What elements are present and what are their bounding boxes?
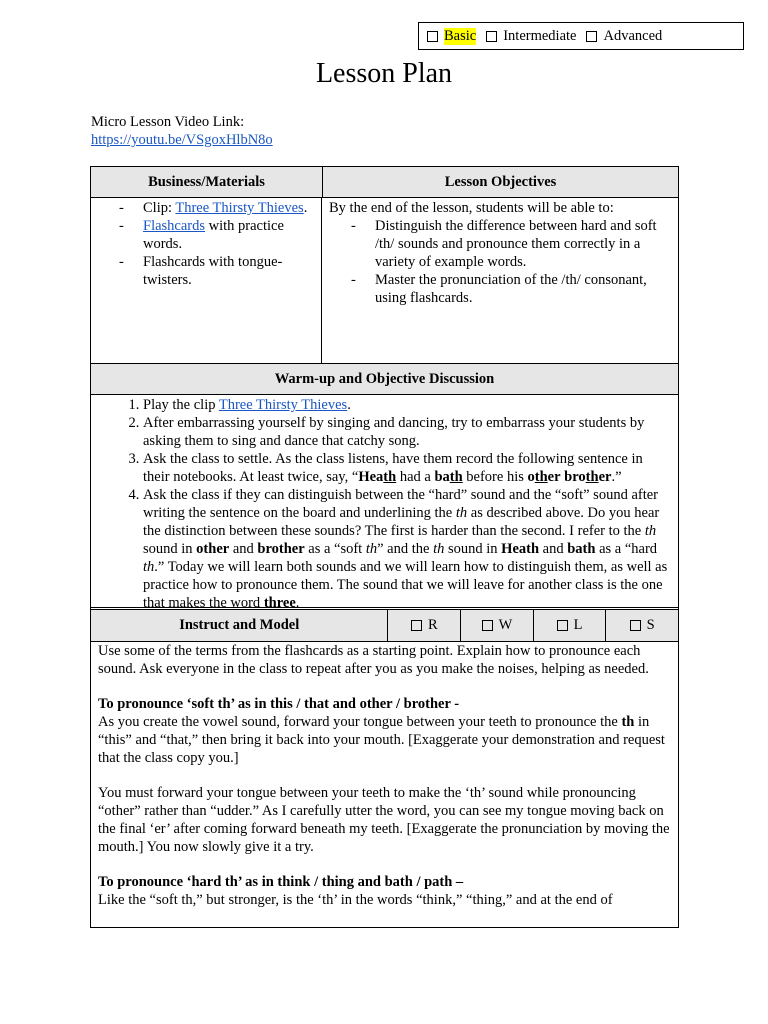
checkbox-icon[interactable] — [427, 31, 438, 42]
level-label-advanced: Advanced — [603, 27, 663, 44]
material-text: with practice words. — [143, 218, 284, 252]
materials-header: Business/Materials — [91, 167, 323, 197]
proficiency-level-selector — [418, 22, 744, 50]
video-link[interactable]: https://youtu.be/VSgoxHlbN8o — [91, 132, 273, 148]
list-item — [143, 396, 670, 414]
clip-link[interactable]: Three Thirsty Thieves — [175, 200, 304, 216]
checkbox-icon[interactable] — [411, 620, 422, 631]
step-text: Play the clip — [143, 397, 219, 413]
list-item — [91, 217, 321, 253]
level-option-advanced[interactable] — [586, 28, 662, 45]
table-header-row — [91, 167, 678, 198]
step-text: Ask the class to settle. As the class listens, have them record the following sentence in their notebooks. At least twice, say, “ — [143, 451, 643, 485]
list-item: - Flashcards with tongue-twisters. — [91, 253, 321, 289]
instruct-header-row — [91, 610, 678, 642]
hard-th-heading: To pronounce ‘hard th’ as in think / thing and bath / path – — [98, 874, 464, 890]
instruct-paragraph: Like the “soft th,” but stronger, is the ‘th’ in the words “think,” “thing,” and at the end of — [98, 892, 613, 908]
materials-cell — [91, 198, 322, 363]
instruct-header: Instruct and Model — [91, 610, 388, 641]
word-brother: brother — [564, 469, 612, 485]
list-item: - Distinguish the difference between hard and soft /th/ sounds and pronounce them correctly in a variety of example words. — [329, 217, 672, 271]
objectives-header: Lesson Objectives — [444, 173, 557, 190]
checkbox-icon[interactable] — [630, 620, 641, 631]
clip-link[interactable]: Three Thirsty Thieves — [218, 397, 348, 413]
step-text: . — [347, 397, 351, 413]
step-text: had a — [396, 469, 435, 485]
objectives-cell — [322, 198, 678, 363]
list-item: 4. Ask the class if they can distinguish between the “hard” sound and the “soft” sound after writing the sentence on the board and underlining the th as described above. Do you hear the distinction between these sounds? The first is harder than the second. I refer to the th sound in other and brother as a “soft th” and the th sound in Heath and bath as a “hard th.” Today we will learn both sounds and we will learn how to distinguish them, as well as practice how to pronounce them. The sound that we will leave for another class is the one that makes the word three. — [143, 486, 670, 612]
video-link-block — [91, 113, 273, 149]
checkbox-icon[interactable] — [482, 620, 493, 631]
level-label-basic: Basic — [444, 27, 477, 44]
skill-reading[interactable]: R — [388, 610, 461, 641]
instruct-cell — [91, 642, 678, 909]
checkbox-icon[interactable] — [586, 31, 597, 42]
materials-objectives-row — [91, 198, 678, 364]
skill-writing[interactable]: W — [461, 610, 534, 641]
instruct-paragraph: You must forward your tongue between your teeth to make the ‘th’ sound while pronouncing “other” rather than “udder.” As I carefully utter the word, you can see my tongue moving back on the final ‘er’ after coming forward beneath my teeth. [Exaggerate the pronunciation by moving the mouth.] You now slowly give it a try. — [98, 785, 670, 855]
flashcards-link[interactable]: Flashcards — [143, 218, 206, 234]
checkbox-icon[interactable] — [486, 31, 497, 42]
warmup-cell — [91, 395, 678, 610]
level-label-intermediate: Intermediate — [503, 27, 577, 44]
soft-th-heading: To pronounce ‘soft th’ as in this / that and other / brother - — [98, 696, 460, 712]
list-item: - Master the pronunciation of the /th/ consonant, using flashcards. — [329, 271, 672, 307]
material-text: . — [303, 200, 308, 216]
page-title: Lesson Plan — [315, 58, 453, 89]
level-option-intermediate[interactable] — [486, 28, 576, 45]
word-bath: bath — [434, 469, 463, 485]
instruct-paragraph: Use some of the terms from the flashcards as a starting point. Explain how to pronounce each sound. Ask everyone in the class to repeat after you as you make the noises, helping as needed. — [98, 643, 649, 677]
objectives-intro: By the end of the lesson, students will be able to: — [329, 200, 614, 216]
list-item: 2. After embarrassing yourself by singing and dancing, try to embarrass your students by asking them to sing and dance that catchy song. — [143, 414, 670, 450]
video-link-label: Micro Lesson Video Link: — [91, 114, 245, 130]
level-option-basic[interactable] — [427, 28, 476, 45]
material-text: Clip: — [143, 200, 176, 216]
list-item — [91, 199, 321, 217]
list-item — [143, 450, 670, 486]
skill-speaking[interactable]: S — [606, 610, 678, 641]
lesson-table — [90, 166, 679, 928]
word-other: other — [527, 469, 561, 485]
instruct-paragraph: As you create the vowel sound, forward your tongue between your teeth to pronounce the th in “this” and “that,” then bring it back into your mouth. [Exaggerate your demonstration and request that the class copy you.] — [98, 714, 665, 766]
checkbox-icon[interactable] — [557, 620, 568, 631]
step-text: .” — [611, 469, 622, 485]
skill-listening[interactable]: L — [534, 610, 607, 641]
warmup-header: Warm-up and Objective Discussion — [91, 364, 678, 395]
word-heath: Heath — [358, 469, 397, 485]
step-text: before his — [462, 469, 528, 485]
